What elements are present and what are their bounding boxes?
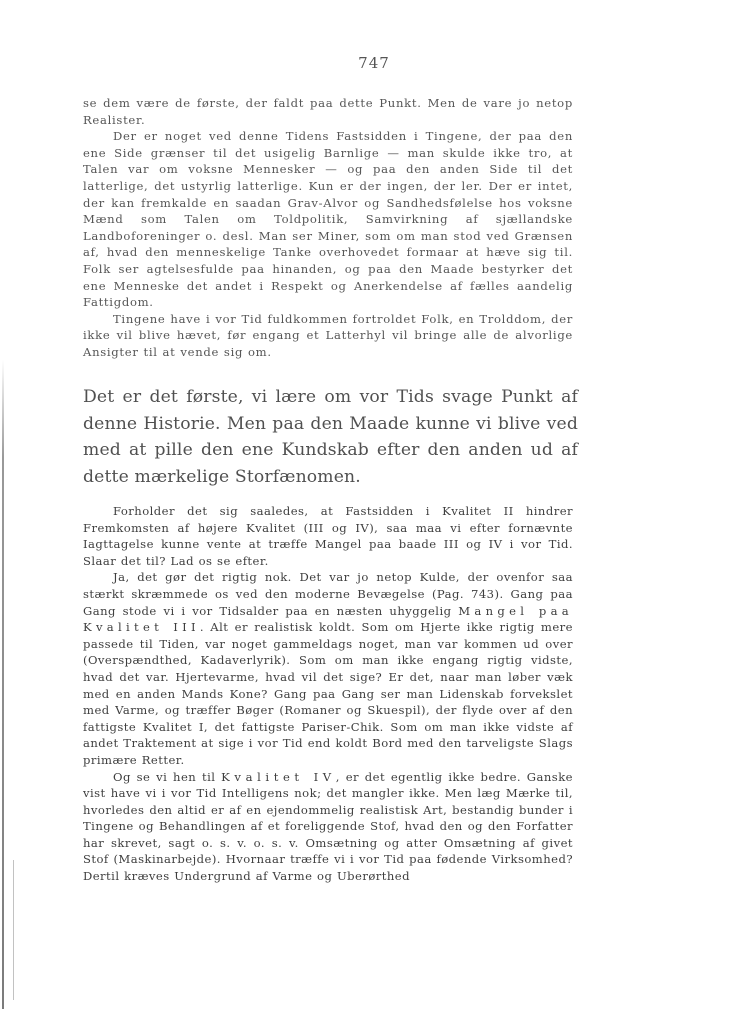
- body-paragraph-1: Forholder det sig saaledes, at Fastsidden i Kvalitet II hindrer Fremkomsten af højere Kvalitet (III og IV), saa maa vi efter fornævnte Iagttagelse kunne vente at træffe Mangel paa baade III og IV i vor Tid. Slaar det til? Lad os se efter.: [83, 504, 573, 568]
- body-paragraph-2: [83, 569, 573, 768]
- spaced-emphasis-quality-4: Kvalitet IV: [221, 769, 336, 784]
- body-section: [83, 503, 573, 885]
- body-paragraph-2-text-b: . Alt er realistisk koldt. Som om Hjerte ikke rigtig mere passede til Tiden, var noget gammeldags noget, man var kommen ud over (Overspændthed, Kadaverlyrik). Som om man ikke engang rigtig vidste, hvad det var. Hjertevarme, hvad vil det sige? Er det, naar man løber væk med en anden Mands Kone? Gang paa Gang ser man Lidenskab forvekslet med Varme, og træffer Bøger (Romaner og Skuespil), der flyde over af den fattigste Kvalitet I, det fattigste Pariser-Chik. Som om man ikke vidste af andet Traktement at sige i vor Tid end koldt Bord med den tarveligste Slags primære Retter.: [83, 620, 573, 767]
- spaced-emphasis-quality-3: Mangel paa Kvalitet III: [83, 603, 573, 635]
- body-paragraph-3: [83, 769, 573, 885]
- intro-paragraph-1: se dem være de første, der faldt paa dette Punkt. Men de vare jo netop Realister.: [83, 96, 573, 127]
- intro-paragraph-3: Tingene have i vor Tid fuldkommen fortroldet Folk, en Trolddom, der ikke vil blive hævet, før engang et Latterhyl vil bringe alle de alvorlige Ansigter til at vende sig om.: [83, 311, 573, 359]
- page-edge-shadow-inner: [13, 860, 14, 1000]
- page-number: 747: [358, 54, 390, 72]
- body-paragraph-3-text-b: , er det egentlig ikke bedre. Ganske vist have vi i vor Tid Intelligens nok; det mangler ikke. Men læg Mærke til, hvorledes den altid er af en ejendommelig realistisk Art, bestandig bunder i Tingene og Behandlingen af et foreliggende Stof, hvad den og den Forfatter har skrevet, sagt o. s. v. o. s. v. Omsætning og atter Omsætning af givet Stof (Maskinarbejde). Hvornaar træffe vi i vor Tid paa fødende Virksomhed? Dertil kræves Undergrund af Varme og Uberørthed: [83, 769, 573, 884]
- body-paragraph-3-text-a: Og se vi hen til: [113, 769, 222, 784]
- section-heading: Det er det første, vi lære om vor Tids svage Punkt af denne Historie. Men paa den Maade kunne vi blive ved med at pille den ene Kundskab efter den anden ud af dette mærkelige Storfænomen.: [83, 387, 578, 487]
- intro-paragraph-2: Der er noget ved denne Tidens Fastsidden i Tingene, der paa den ene Side grænser til det usigelig Barnlige — man skulde ikke tro, at Talen var om voksne Mennesker — og paa den anden Side til det latterlige, det ustyrlig latterlige. Kun er der ingen, der ler. Der er intet, der kan fremkalde en saadan Grav-Alvor og Sandhedsfølelse hos voksne Mænd som Talen om Toldpolitik, Samvirkning af sjællandske Landboforeninger o. desl. Man ser Miner, som om man stod ved Grænsen af, hvad den menneskelige Tanke overhovedet formaar at hæve sig til. Folk ser agtelsesfulde paa hinanden, og paa den Maade bestyrker det ene Menneske det andet i Respekt og Anerkendelse af fælles aandelig Fattigdom.: [83, 129, 573, 310]
- page-edge-shadow: [2, 360, 4, 1009]
- body-paragraph-2-text-a: Ja, det gør det rigtig nok. Det var jo netop Kulde, der ovenfor saa stærkt skræmmede os ved den moderne Bevægelse (Pag. 743). Gang paa Gang stode vi i vor Tidsalder paa en næsten uhyggelig: [83, 570, 573, 618]
- intro-section: [83, 95, 573, 361]
